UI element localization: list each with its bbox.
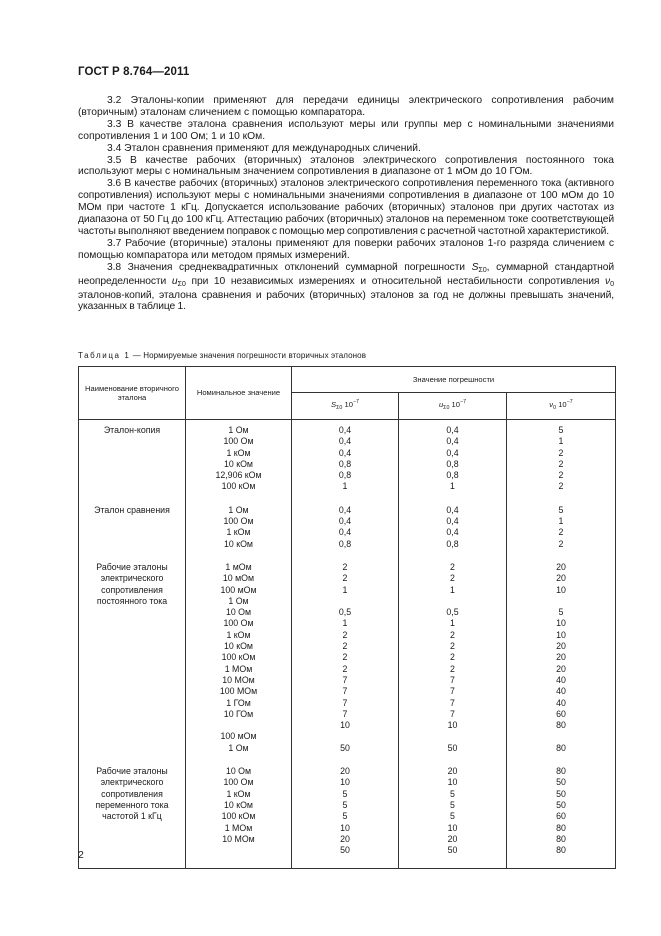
v-cell: 80 bbox=[556, 720, 566, 731]
u-cell: 7 bbox=[450, 697, 455, 708]
s-cell: 2 bbox=[342, 652, 348, 663]
name-cell: Эталон сравнения bbox=[94, 504, 170, 515]
header-name: Наименование вторичного эталона bbox=[79, 367, 186, 420]
u-cell: 1 bbox=[450, 618, 455, 629]
name-cell bbox=[79, 470, 185, 481]
v-cell: 5 bbox=[558, 607, 564, 618]
v-cell: 40 bbox=[556, 674, 566, 685]
name-cell bbox=[79, 618, 185, 629]
header-error-value: Значение погрешности bbox=[292, 367, 616, 393]
name-cell bbox=[79, 539, 185, 550]
v-cell: 80 bbox=[556, 742, 566, 753]
symbol-v: ν bbox=[605, 275, 611, 287]
v-cell: 50 bbox=[556, 788, 566, 799]
group-3-v bbox=[507, 766, 615, 856]
v-cell: 10 bbox=[556, 618, 566, 629]
nominal-cell: 10 кОм bbox=[224, 458, 253, 469]
s-cell: 0,8 bbox=[338, 538, 352, 549]
group-1-nominal bbox=[186, 505, 291, 550]
s-cell: 0,4 bbox=[338, 504, 352, 515]
nominal-cell: 100 мОм bbox=[220, 731, 257, 742]
s-cell: 0,5 bbox=[338, 607, 352, 618]
name-cell bbox=[79, 664, 185, 675]
u-cell bbox=[399, 596, 506, 607]
symbol-v-sub: 0 bbox=[610, 278, 614, 288]
p38-part-d: эталонов-копий, эталона сравнения и рабочих (вторичных) эталонов за год не должны превышать значений, указанных в таблице 1. bbox=[78, 289, 614, 313]
s-cell: 50 bbox=[340, 742, 350, 753]
nominal-cell: 10 МОм bbox=[222, 833, 255, 844]
group-1-v bbox=[507, 505, 615, 550]
name-cell: переменного тока bbox=[95, 799, 169, 810]
v-cell: 1 bbox=[558, 436, 564, 447]
s-cell: 2 bbox=[342, 561, 348, 572]
header-v bbox=[507, 393, 616, 420]
v-cell: 2 bbox=[558, 447, 564, 458]
v-cell: 80 bbox=[556, 833, 566, 844]
paragraph-3-5: 3.5 В качестве рабочих (вторичных) эталонов электрического сопротивления постоянного тока используют меры с номинальным значением сопротивления в диапазоне от 1 мОм до 10 ГОм. bbox=[78, 154, 614, 178]
group-0-name bbox=[79, 425, 185, 493]
nominal-cell: 100 кОм bbox=[221, 811, 256, 822]
u-cell: 0,8 bbox=[446, 538, 459, 549]
group-1-name bbox=[79, 505, 185, 550]
paragraph-3-8 bbox=[78, 262, 614, 314]
u-cell: 10 bbox=[447, 777, 458, 788]
u-cell: 2 bbox=[450, 663, 455, 674]
group-3-s bbox=[292, 766, 398, 856]
s-cell bbox=[292, 596, 398, 607]
name-column bbox=[79, 420, 186, 869]
name-cell bbox=[79, 686, 185, 697]
s-cell: 20 bbox=[340, 833, 350, 844]
v-cell: 50 bbox=[556, 777, 566, 788]
s-cell: 7 bbox=[342, 674, 348, 685]
u-column bbox=[399, 420, 507, 869]
s-cell: 10 bbox=[340, 777, 350, 788]
paragraph-3-6: 3.6 В качестве рабочих (вторичных) эталонов электрического сопротивления переменного тока (активного сопротивления) используют меры с номинальными значениями сопротивления в диапазоне от 100 мОм до 10 МОм при частоте 1 кГц. Допускается использование рабочих (вторичных) эталонов при других частотах из диапазона от 50 Гц до 100 кГц. Аттестацию рабочих (вторичных) эталонов на переменном токе соответствующей частоты выполняют введением поправок с помощью мер сопротивления с расчетной частотной характеристикой. bbox=[78, 178, 614, 237]
v-cell bbox=[507, 731, 615, 742]
name-cell bbox=[79, 823, 185, 834]
error-table bbox=[78, 366, 616, 869]
v-cell: 2 bbox=[558, 527, 564, 538]
table-caption-text: — Нормируемые значения погрешности вторичных эталонов bbox=[130, 351, 367, 360]
u-cell: 7 bbox=[450, 674, 455, 685]
u-cell: 5 bbox=[450, 811, 455, 822]
name-cell: Рабочие эталоны bbox=[96, 561, 168, 572]
name-cell bbox=[79, 481, 185, 492]
v-cell: 60 bbox=[556, 708, 566, 719]
v-cell: 5 bbox=[558, 425, 564, 435]
v-cell: 2 bbox=[558, 538, 564, 549]
header-s-sub: Σ0 bbox=[336, 405, 343, 412]
s-cell: 7 bbox=[342, 686, 348, 697]
v-cell: 80 bbox=[556, 822, 566, 833]
nominal-cell: 1 кОм bbox=[226, 447, 251, 458]
u-cell: 0,5 bbox=[446, 607, 459, 618]
u-cell: 0,4 bbox=[446, 527, 459, 538]
nominal-cell: 10 кОм bbox=[224, 641, 253, 652]
s-cell: 2 bbox=[342, 573, 348, 584]
s-cell: 5 bbox=[342, 799, 348, 810]
nominal-cell: 10 мОм bbox=[222, 573, 255, 584]
u-cell: 2 bbox=[450, 641, 455, 652]
group-3-u bbox=[399, 766, 506, 856]
v-cell: 40 bbox=[556, 686, 566, 697]
header-s-symbol: S bbox=[331, 400, 337, 410]
u-cell: 2 bbox=[450, 652, 455, 663]
s-cell: 5 bbox=[342, 788, 348, 799]
name-cell bbox=[79, 607, 185, 618]
name-cell bbox=[79, 743, 185, 754]
nominal-cell: 100 Ом bbox=[223, 777, 254, 788]
v-cell: 40 bbox=[556, 697, 566, 708]
nominal-cell: 10 Ом bbox=[225, 766, 252, 777]
header-s bbox=[292, 393, 399, 420]
u-cell: 20 bbox=[447, 833, 458, 844]
group-2-u bbox=[399, 562, 506, 754]
name-cell: постоянного тока bbox=[96, 595, 168, 606]
name-cell bbox=[79, 641, 185, 652]
nominal-cell: 100 Ом bbox=[223, 618, 254, 629]
nominal-cell: 10 кОм bbox=[224, 799, 253, 810]
nominal-cell: 10 ГОм bbox=[223, 708, 254, 719]
nominal-cell: 1 кОм bbox=[226, 527, 251, 538]
name-cell bbox=[79, 459, 185, 470]
header-s-pow: −7 bbox=[352, 399, 359, 406]
header-v-exp: 10 bbox=[558, 400, 567, 410]
s-cell: 0,8 bbox=[338, 470, 352, 481]
v-cell: 20 bbox=[556, 663, 566, 674]
nominal-cell: 1 Ом bbox=[228, 742, 249, 753]
nominal-cell: 100 кОм bbox=[221, 481, 256, 492]
paragraph-3-2: 3.2 Эталоны-копии применяют для передачи единицы электрического сопротивления рабочим (вторичным) эталонам сличением с помощью компаратора. bbox=[78, 95, 614, 118]
s-cell: 0,4 bbox=[338, 425, 352, 435]
header-u-sub: Σ0 bbox=[443, 405, 450, 412]
name-cell: электрического bbox=[100, 573, 164, 584]
name-cell: сопротивления bbox=[101, 788, 163, 799]
nominal-cell: 1 Ом bbox=[228, 595, 249, 606]
header-v-sub: 0 bbox=[553, 405, 557, 412]
u-cell: 50 bbox=[447, 845, 458, 856]
name-cell bbox=[79, 834, 185, 845]
u-cell: 20 bbox=[447, 766, 458, 777]
group-1-s bbox=[292, 505, 398, 550]
u-cell bbox=[399, 731, 506, 742]
u-cell: 0,4 bbox=[446, 516, 459, 527]
symbol-u-sub: Σ0 bbox=[177, 278, 186, 288]
s-cell: 10 bbox=[340, 822, 350, 833]
u-cell: 10 bbox=[447, 720, 458, 731]
s-cell: 7 bbox=[342, 708, 348, 719]
u-cell: 0,8 bbox=[446, 470, 459, 481]
s-cell: 0,4 bbox=[338, 527, 352, 538]
s-cell: 50 bbox=[340, 845, 350, 856]
nominal-column bbox=[186, 420, 292, 869]
name-cell: Эталон-копия bbox=[103, 425, 161, 435]
nominal-cell: 10 МОм bbox=[222, 674, 255, 685]
s-cell: 2 bbox=[342, 663, 348, 674]
nominal-cell: 100 мОм bbox=[220, 584, 257, 595]
nominal-cell: 10 Ом bbox=[225, 607, 252, 618]
name-cell: Рабочие эталоны bbox=[96, 766, 168, 777]
s-cell: 2 bbox=[342, 641, 348, 652]
v-cell: 60 bbox=[556, 811, 566, 822]
v-cell: 2 bbox=[558, 458, 564, 469]
u-cell: 0,8 bbox=[446, 458, 459, 469]
s-cell: 2 bbox=[342, 629, 348, 640]
v-cell: 50 bbox=[556, 799, 566, 810]
paragraph-3-3: 3.3 В качестве эталона сравнения используют меры или группы мер с номинальными значениями сопротивления 1 и 100 Ом; 1 и 10 кОм. bbox=[78, 118, 614, 142]
nominal-cell: 100 кОм bbox=[221, 652, 256, 663]
u-cell: 1 bbox=[450, 481, 455, 492]
group-0-u bbox=[399, 425, 506, 493]
symbol-s: S bbox=[471, 261, 479, 273]
name-cell: сопротивления bbox=[101, 584, 163, 595]
v-cell: 10 bbox=[556, 629, 566, 640]
name-cell bbox=[79, 527, 185, 538]
v-cell bbox=[507, 596, 615, 607]
name-cell bbox=[79, 731, 185, 742]
v-cell: 20 bbox=[556, 573, 566, 584]
s-cell: 5 bbox=[342, 811, 348, 822]
u-cell: 5 bbox=[450, 799, 455, 810]
header-v-symbol: ν bbox=[549, 400, 554, 410]
table-caption bbox=[78, 351, 366, 360]
nominal-cell bbox=[186, 845, 291, 856]
nominal-cell: 1 Ом bbox=[228, 504, 249, 515]
document-header: ГОСТ Р 8.764—2011 bbox=[78, 66, 190, 78]
group-2-v bbox=[507, 562, 615, 754]
u-cell: 0,4 bbox=[446, 436, 459, 447]
symbol-s-sub: Σ0 bbox=[478, 264, 487, 274]
u-cell: 2 bbox=[450, 561, 455, 572]
name-cell bbox=[79, 675, 185, 686]
group-2-name bbox=[79, 562, 185, 754]
p38-part-b: , суммарной стандартной неопределенности bbox=[78, 261, 614, 287]
group-0-s bbox=[292, 425, 398, 493]
s-cell: 0,4 bbox=[338, 436, 352, 447]
u-cell: 10 bbox=[447, 822, 458, 833]
nominal-cell: 1 кОм bbox=[226, 629, 251, 640]
name-cell bbox=[79, 516, 185, 527]
u-cell: 0,4 bbox=[446, 425, 459, 435]
nominal-cell: 1 Ом bbox=[228, 425, 249, 435]
name-cell bbox=[79, 845, 185, 856]
nominal-cell: 1 МОм bbox=[224, 663, 253, 674]
nominal-cell: 1 МОм bbox=[224, 822, 253, 833]
group-1-u bbox=[399, 505, 506, 550]
name-cell bbox=[79, 720, 185, 731]
nominal-cell bbox=[186, 720, 291, 731]
nominal-cell: 1 ГОм bbox=[226, 697, 251, 708]
u-cell: 50 bbox=[447, 742, 458, 753]
header-u-pow: −7 bbox=[460, 399, 467, 406]
s-cell: 1 bbox=[342, 584, 348, 595]
p38-part-c: при 10 независимых измерениях и относительной нестабильности сопротивления bbox=[185, 275, 606, 287]
name-cell bbox=[79, 448, 185, 459]
group-2-s bbox=[292, 562, 398, 754]
s-cell: 0,4 bbox=[338, 447, 352, 458]
paragraph-3-4: 3.4 Эталон сравнения применяют для международных сличений. bbox=[107, 142, 421, 154]
s-cell: 0,8 bbox=[338, 458, 352, 469]
nominal-cell: 1 кОм bbox=[226, 788, 251, 799]
symbol-u: u bbox=[171, 275, 178, 287]
s-cell: 20 bbox=[340, 766, 350, 777]
nominal-cell: 12,906 кОм bbox=[215, 470, 262, 481]
v-cell: 1 bbox=[558, 516, 564, 527]
table-caption-label: Таблица 1 bbox=[78, 351, 131, 360]
group-0-nominal bbox=[186, 425, 291, 493]
v-cell: 20 bbox=[556, 561, 566, 572]
nominal-cell: 100 Ом bbox=[223, 436, 254, 447]
header-u bbox=[399, 393, 507, 420]
body-text bbox=[78, 95, 614, 313]
name-cell: электрического bbox=[100, 777, 164, 788]
s-column bbox=[292, 420, 399, 869]
paragraph-3-7: 3.7 Рабочие (вторичные) эталоны применяют для поверки рабочих эталонов 1-го разряда сличением с помощью компаратора или методом прямых измерений. bbox=[78, 237, 614, 261]
name-cell bbox=[79, 698, 185, 709]
p38-part-a: 3.8 Значения среднеквадратичных отклонений суммарной погрешности bbox=[107, 261, 472, 273]
u-cell: 2 bbox=[450, 629, 455, 640]
s-cell: 7 bbox=[342, 697, 348, 708]
s-cell bbox=[292, 731, 398, 742]
nominal-cell: 100 Ом bbox=[223, 516, 254, 527]
v-cell: 2 bbox=[558, 470, 564, 481]
u-cell: 2 bbox=[450, 573, 455, 584]
s-cell: 1 bbox=[342, 481, 348, 492]
v-cell: 80 bbox=[556, 766, 566, 777]
u-cell: 5 bbox=[450, 788, 455, 799]
header-s-exp: 10 bbox=[344, 400, 353, 410]
v-cell: 80 bbox=[556, 845, 566, 856]
v-cell: 5 bbox=[558, 504, 564, 515]
name-cell bbox=[79, 652, 185, 663]
name-cell bbox=[79, 630, 185, 641]
u-cell: 1 bbox=[450, 584, 455, 595]
u-cell: 0,4 bbox=[446, 504, 459, 515]
u-cell: 7 bbox=[450, 708, 455, 719]
header-u-exp: 10 bbox=[451, 400, 460, 410]
header-u-symbol: u bbox=[438, 400, 444, 410]
name-cell: частотой 1 кГц bbox=[102, 811, 162, 822]
nominal-cell: 1 мОм bbox=[225, 561, 252, 572]
group-2-nominal bbox=[186, 562, 291, 754]
name-cell bbox=[79, 436, 185, 447]
s-cell: 0,4 bbox=[338, 516, 352, 527]
v-column bbox=[507, 420, 616, 869]
header-v-pow: −7 bbox=[566, 399, 573, 406]
v-cell: 20 bbox=[556, 641, 566, 652]
name-cell bbox=[79, 709, 185, 720]
v-cell: 2 bbox=[558, 481, 564, 492]
nominal-cell: 10 кОм bbox=[224, 538, 253, 549]
header-nominal: Номинальное значение bbox=[186, 367, 292, 420]
page-number: 2 bbox=[78, 849, 84, 861]
group-0-v bbox=[507, 425, 615, 493]
group-3-name bbox=[79, 766, 185, 856]
s-cell: 10 bbox=[340, 720, 350, 731]
v-cell: 20 bbox=[556, 652, 566, 663]
u-cell: 0,4 bbox=[446, 447, 459, 458]
v-cell: 10 bbox=[556, 584, 566, 595]
s-cell: 1 bbox=[342, 618, 348, 629]
group-3-nominal bbox=[186, 766, 291, 856]
u-cell: 7 bbox=[450, 686, 455, 697]
nominal-cell: 100 МОм bbox=[219, 686, 258, 697]
